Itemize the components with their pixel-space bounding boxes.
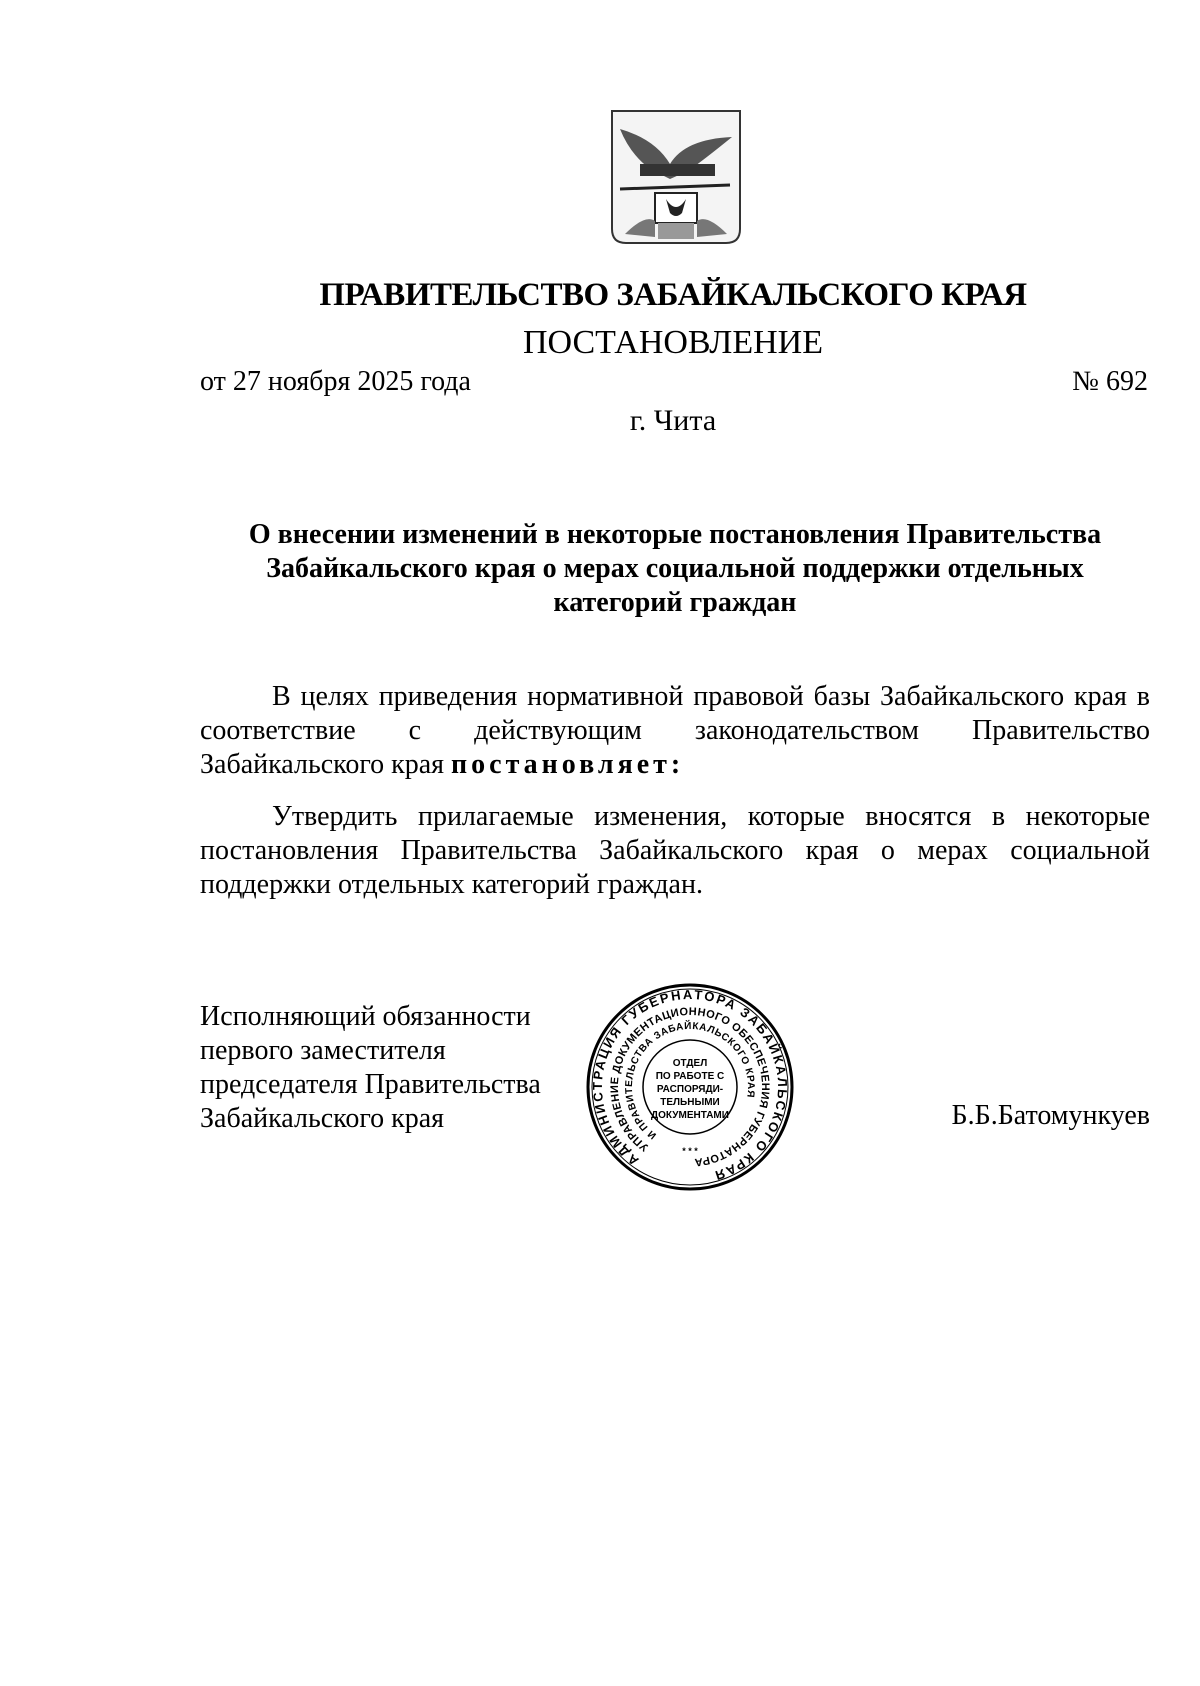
official-stamp — [585, 982, 795, 1192]
stamp-center-line: ПО РАБОТЕ С — [655, 1071, 725, 1082]
document-subject — [200, 518, 1150, 620]
document-type: ПОСТАНОВЛЕНИЕ — [522, 324, 824, 361]
stamp-center-line: ДОКУМЕНТАМИ — [651, 1110, 729, 1121]
signatory-name: Б.Б.Батомункуев — [951, 1100, 1150, 1131]
signatory-title-line: председателя Правительства — [200, 1069, 541, 1100]
subject-line: категорий граждан — [553, 587, 797, 618]
stamp-center-line: РАСПОРЯДИ- — [656, 1084, 724, 1095]
stamp-middle-ring: УПРАВЛЕНИЕ ДОКУМЕНТАЦИОННОГО ОБЕСПЕЧЕНИЯ ГУБЕРНАТОРА — [608, 1005, 772, 1168]
body-paragraph-1 — [200, 680, 1150, 782]
signatory-title-line: первого заместителя — [200, 1035, 446, 1066]
stamp-inner-ring: И ПРАВИТЕЛЬСТВА ЗАБАЙКАЛЬСКОГО КРАЯ — [623, 1020, 757, 1141]
subject-line: О внесении изменений в некоторые постановления Правительства — [248, 519, 1102, 550]
signatory-title-line: Исполняющий обязанности — [200, 1001, 531, 1032]
document-number: № 692 — [1072, 366, 1148, 397]
body-paragraph-2 — [200, 800, 1150, 902]
stamp-center-line: ОТДЕЛ — [672, 1058, 708, 1069]
organization-title: ПРАВИТЕЛЬСТВО ЗАБАЙКАЛЬСКОГО КРАЯ — [319, 277, 1027, 313]
stamp-outer-ring: АДМИНИСТРАЦИЯ ГУБЕРНАТОРА ЗАБАЙКАЛЬСКОГО КРАЯ — [589, 986, 791, 1184]
document-city: г. Чита — [629, 404, 717, 437]
paragraph-text: В целях приведения нормативной правовой базы Забайкальского края в соответствие с действующим законодательством Правительство Забайкальского края — [200, 681, 1150, 780]
document-date: от 27 ноября 2025 года — [200, 366, 471, 397]
paragraph-text: Утвердить прилагаемые изменения, которые вносятся в некоторые постановления Правительства Забайкальского края о мерах социальной поддержки отдельных категорий граждан. — [200, 801, 1150, 900]
coat-of-arms-emblem — [610, 109, 742, 245]
resolution-keyword: постановляет: — [451, 749, 685, 780]
subject-line: Забайкальского края о мерах социальной поддержки отдельных — [266, 553, 1084, 584]
signatory-title-line: Забайкальского края — [200, 1103, 445, 1134]
stamp-stars: * * * — [682, 1146, 698, 1156]
stamp-center-line: ТЕЛЬНЫМИ — [660, 1097, 720, 1108]
signatory-title — [200, 1000, 541, 1136]
